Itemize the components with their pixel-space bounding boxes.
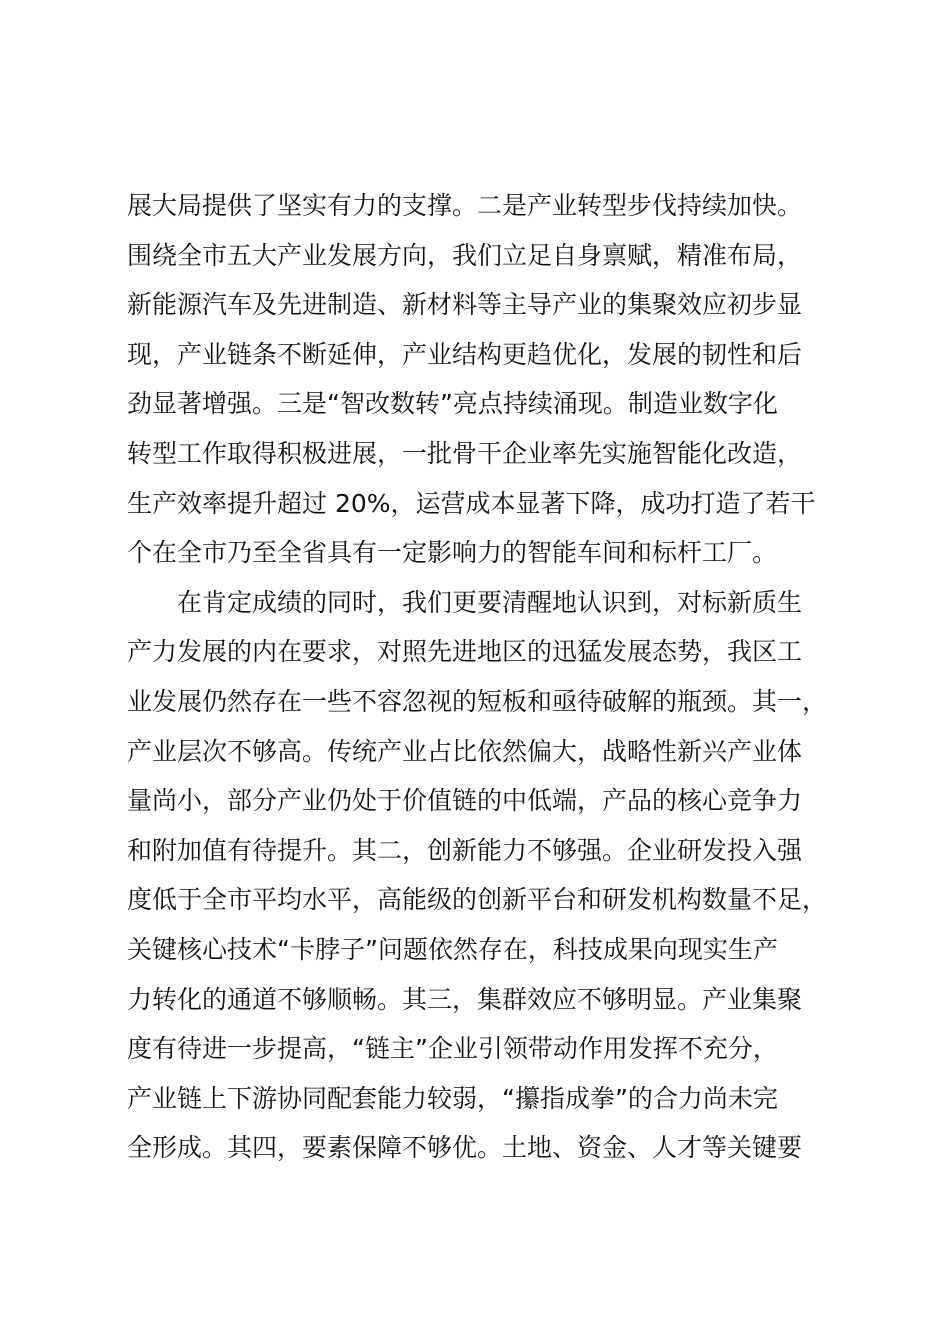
text-line: 产业层次不够高。传统产业占比依然偏大，战略性新兴产业体 [127, 736, 803, 766]
text-line: 新能源汽车及先进制造、新材料等主导产业的集聚效应初步显 [127, 290, 803, 320]
text-line: 展大局提供了坚实有力的支撑。二是产业转型步伐持续加快。 [127, 191, 803, 220]
text-line: 劲显著增强。三是“智改数转”亮点持续涌现。制造业数字化 [127, 389, 778, 419]
text-line: 全形成。其四，要素保障不够优。土地、资金、人才等关键要 [127, 1133, 803, 1163]
text-line: 产力发展的内在要求，对照先进地区的迅猛发展态势，我区工 [127, 637, 803, 667]
text-line: 转型工作取得积极进展，一批骨干企业率先实施智能化改造， [127, 438, 803, 468]
text-line: 和附加值有待提升。其二，创新能力不够强。企业研发投入强 [127, 835, 803, 865]
text-line: 产业链上下游协同配套能力较弱，“攥指成拳”的合力尚未完 [127, 1083, 778, 1113]
text-line: 度有待进一步提高，“链主”企业引领带动作用发挥不充分， [127, 1034, 778, 1064]
body-text [127, 181, 833, 1173]
text-line: 量尚小，部分产业仍处于价值链的中低端，产品的核心竞争力 [127, 786, 803, 816]
text-line: 力转化的通道不够顺畅。其三，集群效应不够明显。产业集聚 [127, 984, 803, 1014]
paragraph-first-line: 在肯定成绩的同时，我们更要清醒地认识到，对标新质生 [177, 587, 803, 617]
text-line: 现，产业链条不断延伸，产业结构更趋优化，发展的韧性和后 [127, 339, 803, 369]
text-line: 围绕全市五大产业发展方向，我们立足自身禀赋，精准布局， [127, 240, 803, 270]
text-line: 生产效率提升超过 20%，运营成本显著下降，成功打造了若干 [127, 488, 816, 518]
text-line: 关键核心技术“卡脖子”问题依然存在，科技成果向现实生产 [127, 934, 778, 964]
text-line: 度低于全市平均水平，高能级的创新平台和研发机构数量不足， [127, 885, 828, 915]
text-line: 个在全市乃至全省具有一定影响力的智能车间和标杆工厂。 [127, 538, 778, 568]
text-line: 业发展仍然存在一些不容忽视的短板和亟待破解的瓶颈。其一， [127, 686, 828, 716]
